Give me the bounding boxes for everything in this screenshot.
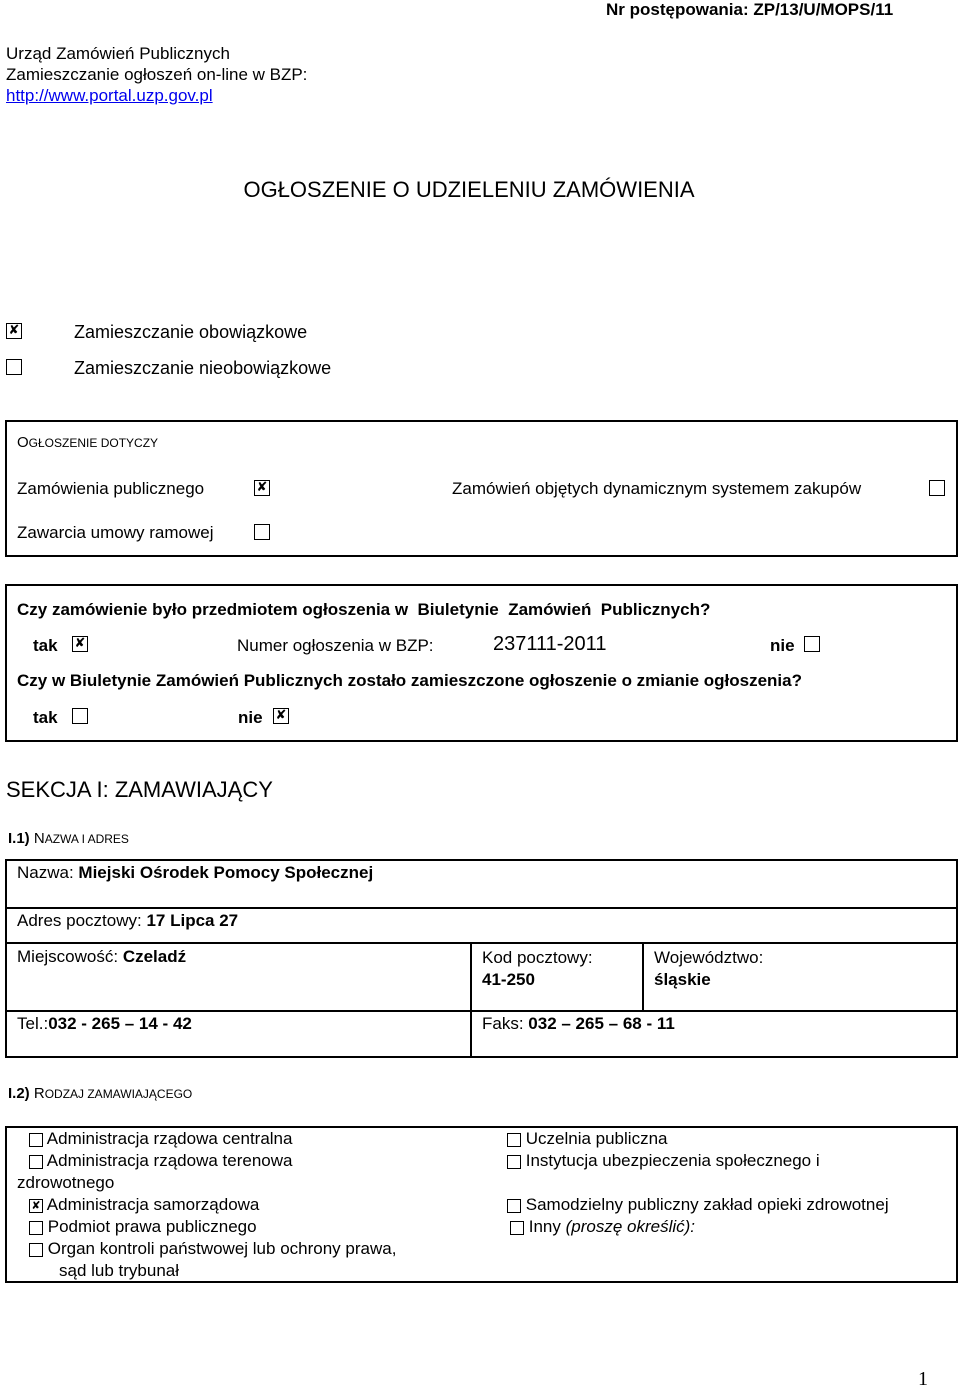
q1-no-checkbox[interactable]	[804, 636, 820, 652]
organ-line-2: sąd lub trybunał	[59, 1261, 180, 1280]
type-right-3-italic: (proszę określić):	[565, 1217, 696, 1236]
province-field	[654, 947, 763, 991]
address-vdivider-2	[642, 942, 644, 1010]
address-divider-3	[5, 1010, 958, 1012]
q1-yes-label: tak	[33, 636, 58, 655]
type-left-0-checkbox[interactable]	[29, 1133, 43, 1147]
org-name: Urząd Zamówień Publicznych	[6, 44, 230, 63]
fax-value: 032 – 265 – 68 - 11	[528, 1014, 675, 1033]
type-left-0-label: Administracja rządowa centralna	[46, 1129, 293, 1148]
optional-label: Zamieszczanie nieobowiązkowe	[74, 358, 332, 378]
type-left-3-checkbox[interactable]	[29, 1221, 43, 1235]
q1-yes-checkbox[interactable]: ✘	[72, 636, 88, 652]
q2-yes-checkbox[interactable]	[72, 708, 88, 724]
type-left-2-label: Administracja samorządowa	[46, 1195, 260, 1214]
q2-no-label: nie	[238, 708, 263, 727]
subsection-1-2-heading	[8, 1085, 192, 1103]
concerns-heading-rest: GŁOSZENIE DOTYCZY	[28, 436, 159, 450]
bzp-number-value: 237111-2011	[493, 633, 607, 655]
framework-checkbox[interactable]	[254, 524, 270, 540]
page-title: OGŁOSZENIE O UDZIELENIU ZAMÓWIENIA	[243, 177, 695, 202]
address-divider-2	[5, 942, 958, 944]
city-value: Czeladź	[122, 947, 187, 966]
concerns-heading-initial: O	[17, 434, 29, 451]
mandatory-row	[6, 322, 22, 340]
case-number: Nr postępowania: ZP/13/U/MOPS/11	[606, 0, 894, 19]
postal-field	[482, 947, 593, 991]
optional-checkbox[interactable]	[6, 359, 22, 375]
type-right-1-label: Instytucja ubezpieczenia społecznego i	[525, 1151, 820, 1170]
public-order-label: Zamówienia publicznego	[17, 479, 205, 498]
type-left-0	[29, 1129, 292, 1149]
mandatory-label: Zamieszczanie obowiązkowe	[74, 322, 308, 342]
postal-value: 41-250	[482, 970, 535, 989]
type-left-1-label: Administracja rządowa terenowa	[46, 1151, 293, 1170]
city-label: Miejscowość:	[17, 947, 123, 966]
type-left-4	[29, 1239, 396, 1259]
type-right-1-checkbox[interactable]	[507, 1155, 521, 1169]
type-right-2-checkbox[interactable]	[507, 1199, 521, 1213]
public-order-checkbox[interactable]: ✘	[254, 480, 270, 496]
type-left-2-checkbox[interactable]: ✘	[29, 1199, 43, 1213]
subsection-1-1-number: I.1)	[8, 830, 34, 847]
org-subtitle: Zamieszczanie ogłoszeń on-line w BZP:	[6, 65, 308, 84]
type-left-1-checkbox[interactable]	[29, 1155, 43, 1169]
address-vdivider-1	[470, 942, 472, 1058]
address-value: 17 Lipca 27	[146, 911, 239, 930]
address-label: Adres pocztowy:	[17, 911, 147, 930]
type-left-3	[29, 1217, 257, 1237]
fax-field	[482, 1014, 675, 1034]
type-left-2	[29, 1195, 259, 1215]
province-value: śląskie	[654, 970, 711, 989]
q1-no-label: nie	[770, 636, 795, 655]
type-left-1	[29, 1151, 292, 1171]
tel-value: 032 - 265 – 14 - 42	[48, 1014, 192, 1033]
subsection-1-1-initial: N	[33, 830, 45, 847]
subsection-1-2-initial: R	[33, 1085, 45, 1102]
bulletin-question-1: Czy zamówienie było przedmiotem ogłoszenia w Biuletynie Zamówień Publicznych?	[17, 600, 711, 619]
address-divider-1	[5, 907, 958, 909]
portal-link[interactable]: http://www.portal.uzp.gov.pl	[6, 86, 213, 105]
bzp-number-label: Numer ogłoszenia w BZP:	[237, 636, 434, 655]
page-number: 1	[918, 1368, 928, 1390]
dynamic-system-label: Zamówień objętych dynamicznym systemem zakupów	[452, 479, 862, 498]
fax-label: Faks:	[482, 1014, 529, 1033]
subsection-1-1-rest: AZWA I ADRES	[44, 832, 129, 846]
framework-label: Zawarcia umowy ramowej	[17, 523, 214, 542]
type-right-3-label: Inny	[528, 1217, 566, 1236]
section-heading: SEKCJA I: ZAMAWIAJĄCY	[6, 777, 273, 802]
header-block	[6, 43, 307, 106]
type-right-0	[507, 1129, 667, 1149]
tel-field	[17, 1014, 192, 1034]
type-left-4-checkbox[interactable]	[29, 1243, 43, 1257]
type-right-0-label: Uczelnia publiczna	[525, 1129, 668, 1148]
type-left-3-label: Podmiot prawa publicznego	[47, 1217, 257, 1236]
name-value: Miejski Ośrodek Pomocy Społecznej	[78, 863, 374, 882]
province-label: Województwo:	[654, 948, 764, 967]
name-field	[17, 863, 373, 883]
city-field	[17, 947, 186, 967]
postal-label: Kod pocztowy:	[482, 948, 593, 967]
subsection-1-2-rest: ODZAJ ZAMAWIAJĄCEGO	[44, 1087, 193, 1101]
mandatory-checkbox[interactable]: ✘	[6, 323, 22, 339]
type-right-2-label: Samodzielny publiczny zakład opieki zdrowotnej	[525, 1195, 889, 1214]
tel-label: Tel.:	[17, 1014, 49, 1033]
name-label: Nazwa:	[17, 863, 79, 882]
type-right-3-checkbox[interactable]	[510, 1221, 524, 1235]
q2-no-checkbox[interactable]: ✘	[273, 708, 289, 724]
optional-row	[6, 358, 22, 376]
type-right-1	[507, 1151, 820, 1171]
type-right-0-checkbox[interactable]	[507, 1133, 521, 1147]
concerns-heading	[17, 434, 158, 452]
type-left-4-label: Organ kontroli państwowej lub ochrony prawa,	[47, 1239, 397, 1258]
type-right-2	[507, 1195, 889, 1215]
dynamic-system-checkbox[interactable]	[929, 480, 945, 496]
subsection-1-2-number: I.2)	[8, 1085, 34, 1102]
wrap-text: zdrowotnego	[17, 1173, 115, 1192]
address-field	[17, 911, 238, 931]
type-right-3	[510, 1217, 695, 1237]
subsection-1-1-heading	[8, 830, 129, 848]
bulletin-question-2: Czy w Biuletynie Zamówień Publicznych zostało zamieszczone ogłoszenie o zmianie ogłoszenia?	[17, 671, 802, 690]
q2-yes-label: tak	[33, 708, 58, 727]
